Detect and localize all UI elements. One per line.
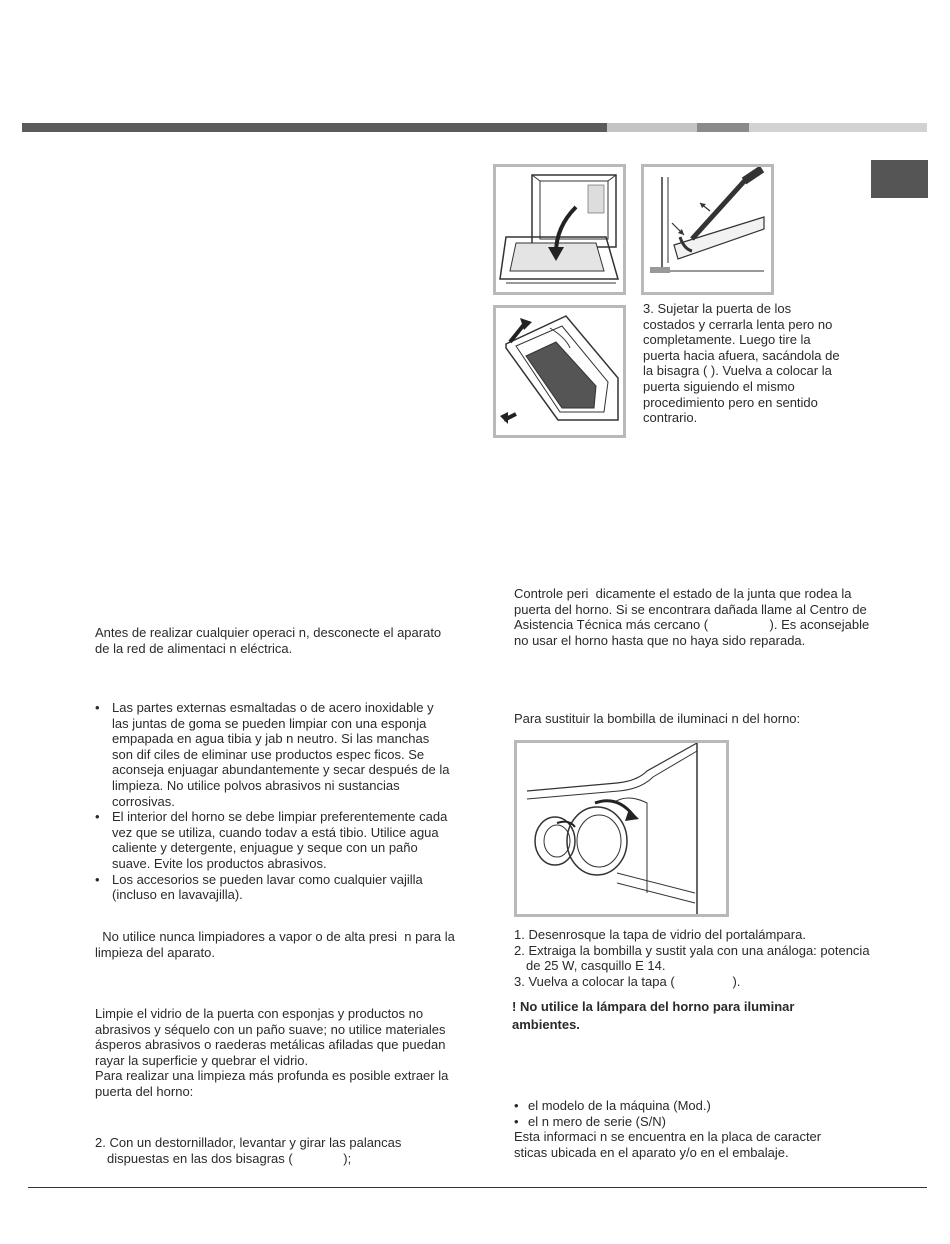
bulb-step: 1. Desenrosque la tapa de vidrio del portalámpara. xyxy=(514,927,806,942)
list-item: • el n mero de serie (S/N) xyxy=(514,1114,844,1130)
step3-text: 3. Sujetar la puerta de los costados y cerrarla lenta pero no completamente. Luego tire la puerta hacia afuera, sacándola de la bisagra ( ). Vuelva a colocar la puerta siguiendo el mismo procedimiento pero en sentido contrario. xyxy=(643,301,840,426)
bulb-step: 2. Extraiga la bombilla y sustit yala con una análoga: potencia de 25 W, casquillo E 14. xyxy=(514,942,870,974)
gasket-block xyxy=(514,586,873,648)
list-item: • Las partes externas esmaltadas o de acero inoxidable y las juntas de goma se pueden limpiar con una esponja empapada en agua tibia y jab n neutro. Si las manchas son dif ciles de eliminar use productos espec ficos. Se aconseja enjuagar abundantemente y secar después de la limpieza. No utilice polvos abrasivos ni sustancias corrosivas. xyxy=(95,700,451,809)
oven-door-open-illustration xyxy=(496,167,623,292)
bulb-intro-text: Para sustituir la bombilla de iluminaci n del horno: xyxy=(514,711,801,726)
intro-block xyxy=(95,625,445,656)
header-bar-light-end xyxy=(749,123,927,132)
step2-text: 2. Con un destornillador, levantar y girar las palancas dispuestas en las dos bisagras ( ); xyxy=(95,1135,406,1166)
gasket-text: Controle peri dicamente el estado de la junta que rodea la puerta del horno. Si se encontrara dañada llame al Centro de Asistencia Técnica más cercano ( ). Es aconsejable no usar el horno hasta que no haya sido reparada. xyxy=(514,586,873,648)
step3-text-block xyxy=(643,301,843,426)
list-item: • El interior del horno se debe limpiar preferentemente cada vez que se utiliza, cuando todav a está tibio. Utilice agua caliente y detergente, enjuague y seque con un paño suave. Evite los productos abrasivos. xyxy=(95,809,451,871)
figure-hinge-lever xyxy=(641,164,774,295)
door-removal-illustration xyxy=(496,308,623,435)
door-intro-text: Para realizar una limpieza más profunda es posible extraer la puerta del horno: xyxy=(95,1068,449,1099)
bulb-step: 3. Vuelva a colocar la tapa ( ). xyxy=(514,973,741,989)
steam-warning-text: No utilice nunca limpiadores a vapor o de alta presi n para la limpieza del aparato. xyxy=(95,929,459,960)
language-tab xyxy=(871,160,928,198)
figure-door-removal xyxy=(493,305,626,438)
glass-cleaning-block xyxy=(95,1006,451,1100)
oven-lamp-illustration xyxy=(517,743,726,914)
header-bar-mid xyxy=(697,123,749,132)
figure-oven-lamp xyxy=(514,740,729,917)
list-item: • el modelo de la máquina (Mod.) xyxy=(514,1098,844,1114)
header-bar-light xyxy=(607,123,697,132)
service-info-block xyxy=(514,1098,844,1160)
header-bar-dark xyxy=(22,123,607,132)
glass-cleaning-text: Limpie el vidrio de la puerta con esponjas y productos no abrasivos y séquelo con un paño suave; no utilice materiales ásperos abrasivos o raederas metálicas afiladas que puedan rayar la superficie y quebrar el vidrio. xyxy=(95,1006,446,1068)
steam-warning-block xyxy=(95,929,459,960)
hinge-lever-illustration xyxy=(644,167,771,292)
lamp-warning-block xyxy=(512,998,852,1034)
list-item: • Los accesorios se pueden lavar como cualquier vajilla (incluso en lavavajilla). xyxy=(95,872,451,903)
bulb-steps-block xyxy=(514,927,874,989)
step2-block xyxy=(95,1135,445,1166)
cleaning-bullets xyxy=(95,700,451,903)
service-note-text: Esta informaci n se encuentra en la placa de caracter sticas ubicada en el aparato y/o en el embalaje. xyxy=(514,1129,822,1160)
bulb-intro-block xyxy=(514,711,870,727)
figure-oven-door-open xyxy=(493,164,626,295)
footer-rule xyxy=(28,1187,927,1188)
intro-text: Antes de realizar cualquier operaci n, desconecte el aparato de la red de alimentaci n eléctrica. xyxy=(95,625,442,656)
lamp-warning-text: ! No utilice la lámpara del horno para iluminar ambientes. xyxy=(512,999,795,1032)
